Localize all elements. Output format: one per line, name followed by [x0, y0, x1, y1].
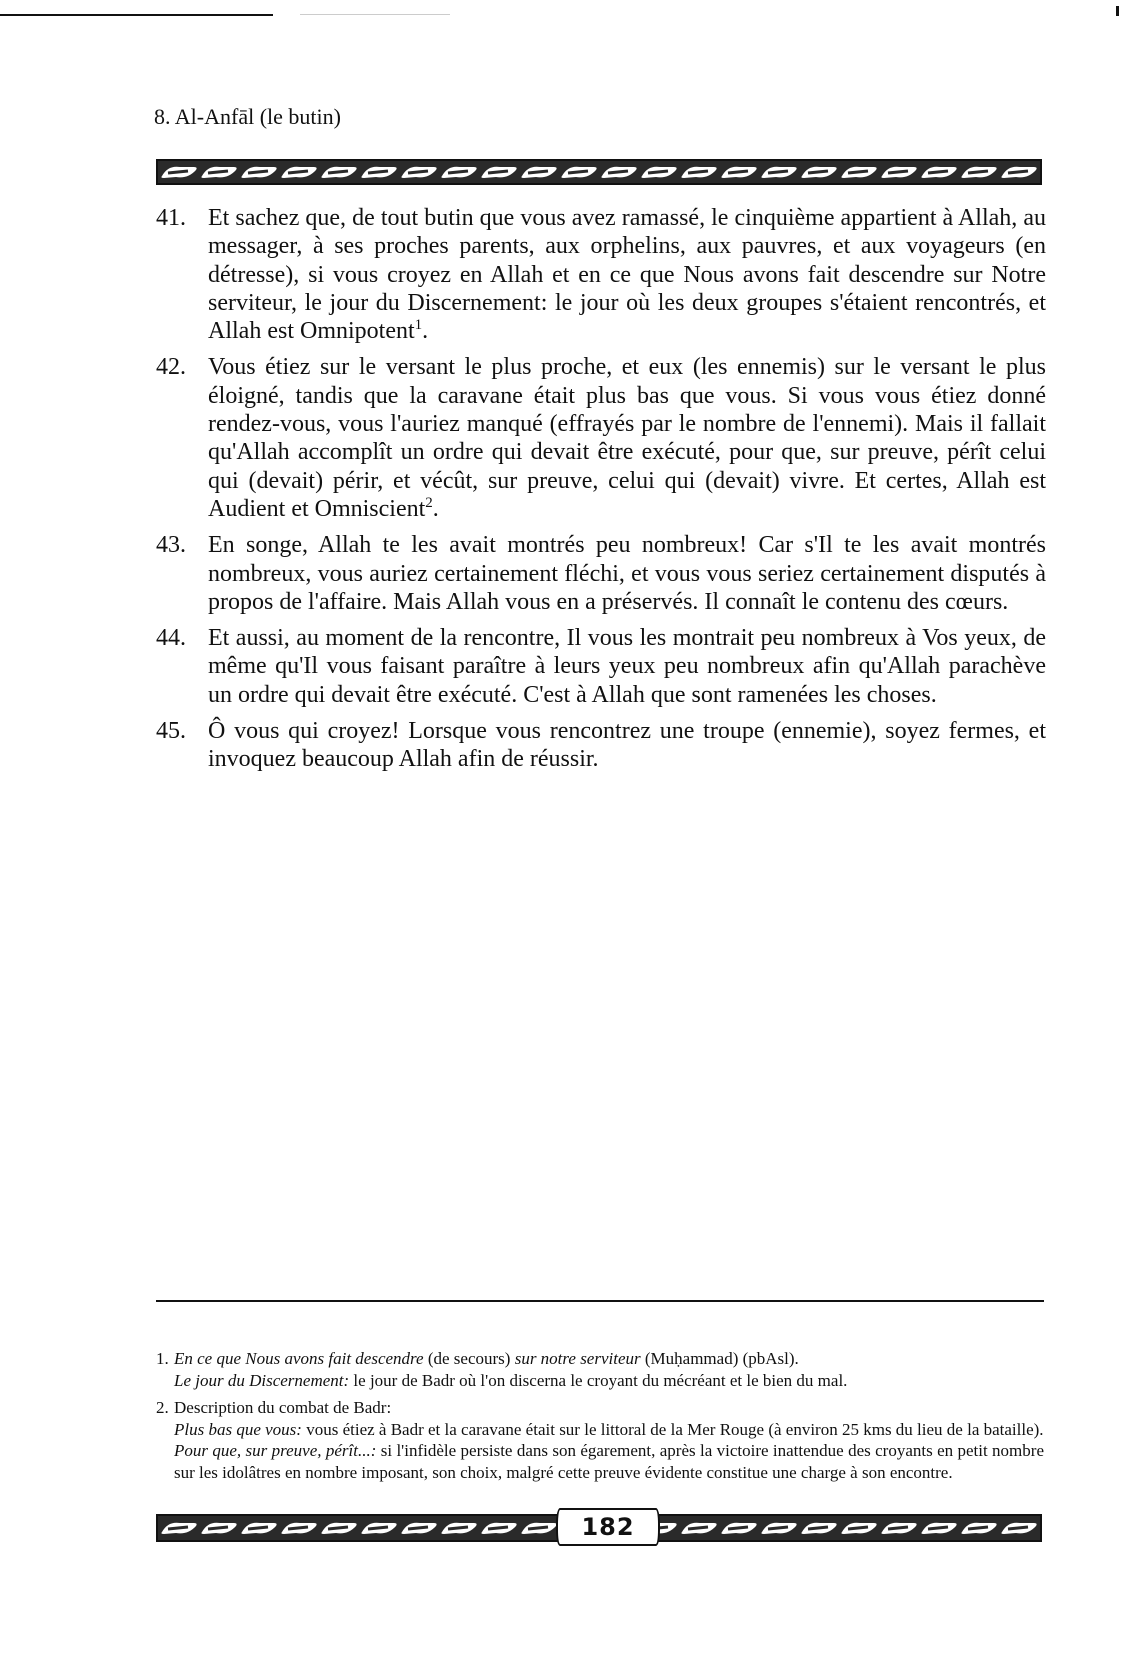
- verse-number: 44.: [156, 625, 186, 652]
- verse-text: Ô vous qui croyez! Lorsque vous rencontrez une troupe (ennemie), soyez fermes, et invoquez beaucoup Allah afin de réussir.: [208, 718, 1046, 773]
- verse-number: 41.: [156, 205, 186, 231]
- verse-number: 42.: [156, 354, 186, 381]
- verse-45: [156, 717, 1046, 774]
- verse-number: 45.: [156, 718, 186, 745]
- verse-text: Et aussi, au moment de la rencontre, Il vous les montrait peu nombreux à Vos yeux, de même qu'Il vous faisant paraître à leurs yeux peu nombreux afin qu'Allah parachève un ordre qui devait être exécuté. C'est à Allah que sont ramenées les choses.: [208, 625, 1046, 708]
- verse-text: En songe, Allah te les avait montrés peu nombreux! Car s'Il te les avait montrés nombreux, vous auriez certainement fléchi, et vous vous seriez certainement disputés à propos de l'affaire. Mais Allah vous en a préservés. Il connaît le contenu des cœurs.: [208, 532, 1046, 615]
- top-rule-faint: [300, 14, 450, 15]
- verse-text: Et sachez que, de tout butin que vous avez ramassé, le cinquième appartient à Allah, au messager, à ses proches parents, aux orphelins, aux pauvres, et aux voyageurs (en détresse), si vous croyez en Allah et en ce que Nous avons fait descendre sur Notre serviteur, le jour du Discernement: le jour où les deux groupes s'étaient rencontrés, et Allah est Omnipotent$^1$.: [208, 205, 1046, 345]
- verse-43: [156, 531, 1046, 616]
- footnotes: [156, 1348, 1044, 1489]
- footnote-ref-2[interactable]: 2: [425, 494, 433, 511]
- top-rule: [0, 14, 273, 16]
- footnote-number: 2.: [156, 1398, 169, 1417]
- footnote-number: 1.: [156, 1349, 169, 1368]
- footnote-2: [156, 1397, 1044, 1483]
- ornamental-band-top: [156, 159, 1042, 185]
- footnote-1: [156, 1348, 1044, 1391]
- running-head: 8. Al-Anfāl (le butin): [154, 104, 341, 129]
- verse-text: Vous étiez sur le versant le plus proche, et eux (les ennemis) sur le versant le plus éloigné, tandis que la caravane était plus bas que vous. Si vous vous étiez donné rendez-vous, vous l'auriez manqué (effrayés par le nombre de l'ennemi). Mais il fallait qu'Allah accomplît un ordre qui devait être exécuté, pour que, sur preuve, pérît celui qui (devait) périr, et vécût, sur preuve, celui qui (devait) vivre. Et certes, Allah est Audient et Omniscient$^2$.: [208, 354, 1046, 522]
- footnote-ref-1[interactable]: 1: [414, 317, 423, 334]
- verse-41: [156, 204, 1046, 345]
- verse-number: 43.: [156, 532, 186, 559]
- page-number: 182: [556, 1508, 660, 1546]
- footnote-body: Description du combat de Badr: Plus bas que vous: vous étiez à Badr et la caravane était sur le littoral de la Mer Rouge (à environ 25 kms du lieu de la bataille). Pour que, sur preuve, pérît...: si l'infidèle persiste dans son égarement, après la victoire inattendue des croyants en petit nombre sur les idolâtres en nombre imposant, son choix, malgré cette preuve évidente constitue une charge à son encontre.: [174, 1398, 1044, 1482]
- corner-mark: [1116, 6, 1119, 16]
- footnote-body: En ce que Nous avons fait descendre (de secours) sur notre serviteur (Muḥammad) (pbAsl). Le jour du Discernement: le jour de Badr où l'on discerna le croyant du mécréant et le bien du mal.: [174, 1349, 848, 1390]
- footnote-rule: [156, 1300, 1044, 1302]
- verse-44: [156, 624, 1046, 709]
- verse-42: [156, 353, 1046, 523]
- verse-list: [156, 204, 1046, 782]
